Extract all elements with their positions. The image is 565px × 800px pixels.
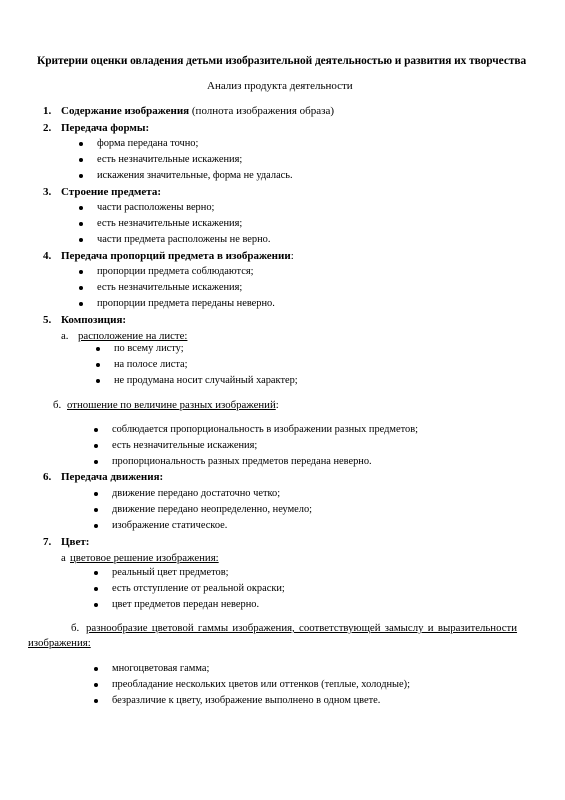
list-item: есть незначительные искажения;	[97, 282, 243, 293]
subsection-label-continued: изображения:	[28, 637, 91, 649]
list-item: пропорции предмета соблюдаются;	[97, 266, 254, 277]
list-item: не продумана носит случайный характер;	[114, 375, 298, 386]
bullet-icon	[79, 142, 83, 146]
section-number: 1.	[43, 105, 52, 117]
document-subtitle: Анализ продукта деятельности	[207, 80, 353, 92]
bullet-icon	[94, 683, 98, 687]
subsection-label: цветовое решение изображения:	[70, 552, 219, 564]
list-item: части расположены верно;	[97, 202, 215, 213]
subsection-label: разнообразие цветовой гаммы изображения, соответствующей замыслу и выразительности	[86, 622, 518, 634]
subsection-letter: б.	[53, 399, 62, 411]
section-number: 4.	[43, 250, 52, 262]
section-heading	[61, 105, 334, 117]
section-tail: :	[290, 250, 294, 262]
list-item: на полосе листа;	[114, 359, 188, 370]
list-item: есть незначительные искажения;	[97, 218, 243, 229]
list-item: форма передана точно;	[97, 138, 199, 149]
subsection-tail: :	[275, 399, 279, 411]
list-item: реальный цвет предметов;	[112, 567, 229, 578]
list-item: есть незначительные искажения;	[112, 440, 258, 451]
list-item: части предмета расположены не верно.	[97, 234, 271, 245]
section-heading: Передача формы:	[61, 122, 150, 134]
list-item: пропорции предмета переданы неверно.	[97, 298, 275, 309]
list-item: движение передано неопределенно, неумело;	[112, 504, 313, 515]
bullet-icon	[79, 302, 83, 306]
section-heading: Композиция:	[61, 314, 127, 326]
bullet-icon	[79, 174, 83, 178]
bullet-icon	[94, 444, 98, 448]
section-name: Передача пропорций предмета в изображении	[61, 250, 291, 262]
list-item: безразличие к цвету, изображение выполнено в одном цвете.	[112, 695, 381, 706]
bullet-icon	[79, 206, 83, 210]
section-heading: Цвет:	[61, 536, 90, 548]
bullet-icon	[79, 286, 83, 290]
subsection-label: расположение на листе:	[78, 330, 188, 342]
list-item: цвет предметов передан неверно.	[112, 599, 260, 610]
subsection-heading	[67, 399, 279, 411]
list-item: искажения значительные, форма не удалась.	[97, 170, 293, 181]
bullet-icon	[94, 699, 98, 703]
bullet-icon	[96, 347, 100, 351]
bullet-icon	[94, 524, 98, 528]
bullet-icon	[94, 571, 98, 575]
list-item: преобладание нескольких цветов или оттенков (теплые, холодные);	[112, 679, 410, 690]
section-heading: Передача движения:	[61, 471, 164, 483]
bullet-icon	[79, 158, 83, 162]
subsection-letter: а.	[61, 330, 69, 342]
list-item: по всему листу;	[114, 343, 184, 354]
bullet-icon	[94, 428, 98, 432]
list-item: многоцветовая гамма;	[112, 663, 210, 674]
bullet-icon	[79, 238, 83, 242]
section-name: Содержание изображения	[61, 105, 190, 117]
bullet-icon	[94, 508, 98, 512]
section-tail: (полнота изображения образа)	[189, 105, 335, 117]
bullet-icon	[79, 270, 83, 274]
bullet-icon	[94, 587, 98, 591]
section-number: 5.	[43, 314, 52, 326]
list-item: соблюдается пропорциональность в изображении разных предметов;	[112, 424, 419, 435]
section-number: 3.	[43, 186, 52, 198]
list-item: пропорциональность разных предметов передана неверно.	[112, 456, 372, 467]
document-title: Критерии оценки овладения детьми изобразительной деятельностью и развития их творчества	[37, 55, 527, 67]
list-item: изображение статическое.	[112, 520, 228, 531]
bullet-icon	[94, 667, 98, 671]
bullet-icon	[96, 363, 100, 367]
list-item: движение передано достаточно четко;	[112, 488, 281, 499]
list-item: есть отступление от реальной окраски;	[112, 583, 285, 594]
subsection-label: отношение по величине разных изображений	[67, 399, 276, 411]
bullet-icon	[96, 379, 100, 383]
bullet-icon	[94, 492, 98, 496]
subsection-letter: а	[61, 552, 66, 564]
list-item: есть незначительные искажения;	[97, 154, 243, 165]
section-number: 2.	[43, 122, 52, 134]
section-heading	[61, 250, 294, 262]
section-number: 6.	[43, 471, 52, 483]
subsection-letter: б.	[71, 622, 80, 634]
section-number: 7.	[43, 536, 52, 548]
bullet-icon	[79, 222, 83, 226]
bullet-icon	[94, 603, 98, 607]
section-heading: Строение предмета:	[61, 186, 161, 198]
bullet-icon	[94, 460, 98, 464]
